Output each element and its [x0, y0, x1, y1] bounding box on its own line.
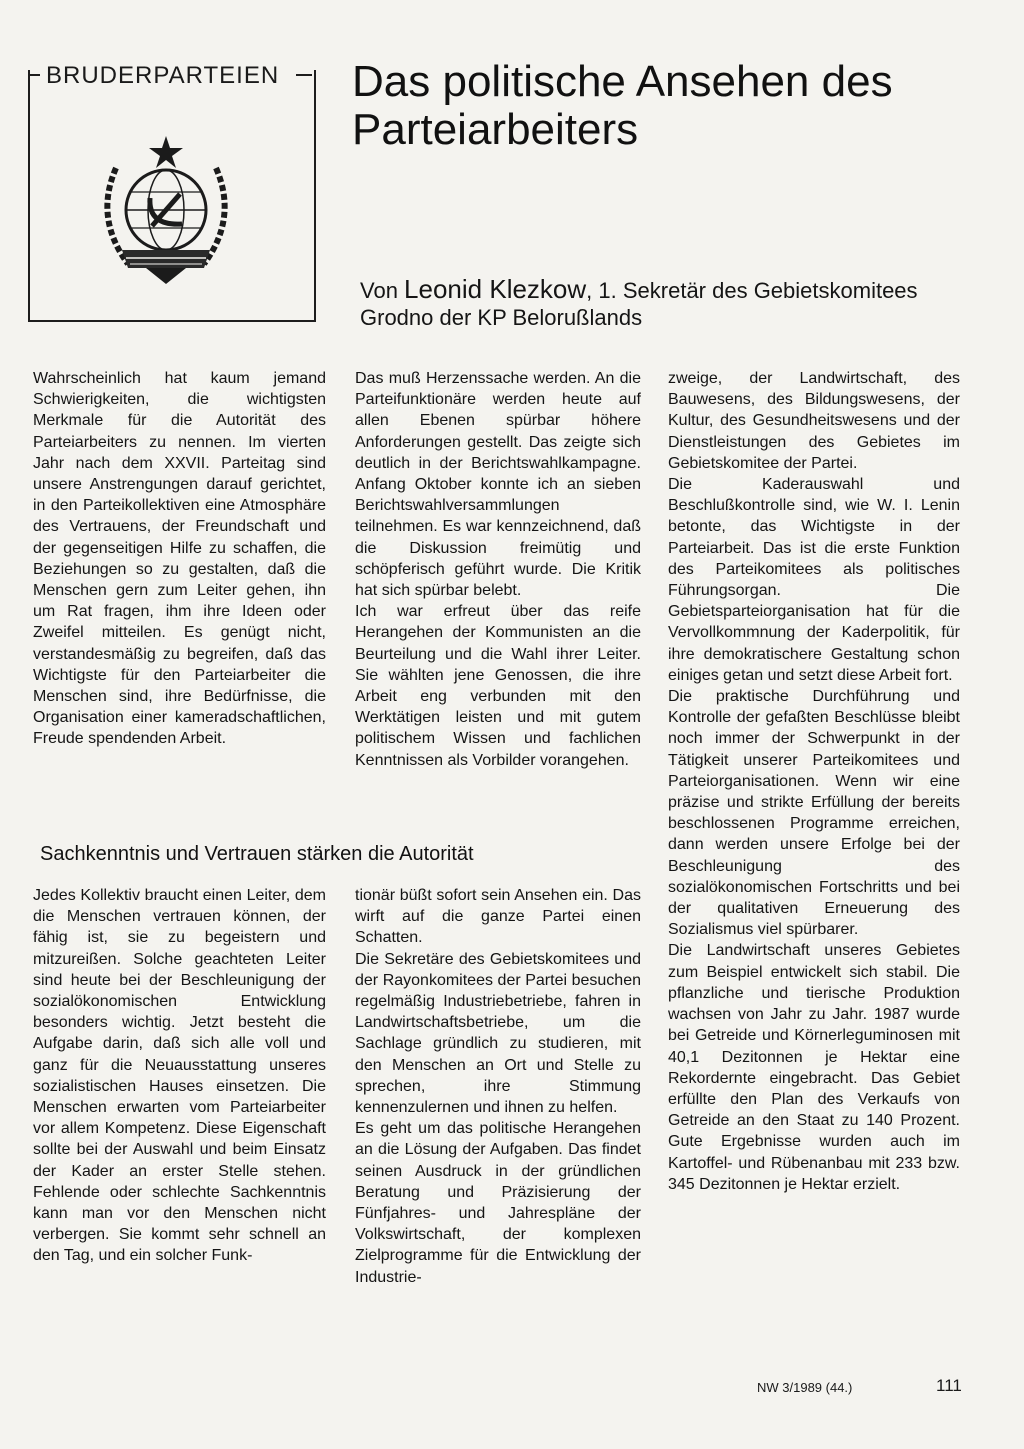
paragraph: zweige, der Landwirtschaft, des Bauwesens, des Bildungswesens, der Kultur, des Gesundheitswesens und der Dienstleistungen des Gebietes im Gebietskomitee der Partei. — [668, 370, 960, 472]
paragraph: Wahrscheinlich hat kaum jemand Schwierigkeiten, die wichtigsten Merkmale für die Autorität des Parteiarbeiters zu nennen. Im vierten Jahr nach dem XXVII. Parteitag sind unsere Anstrengungen darauf gerichtet, in den Parteikollektiven eine Atmosphäre des Vertrauens, der Freundschaft und der gegenseitigen Hilfe zu schaffen, die Beziehungen so zu gestalten, daß die Menschen gern zum Leiter gehen, ihn um Rat fragen, ihm ihre Ideen oder Zweifel mitteilen. Es genügt nicht, verstandesmäßig zu begreifen, daß das Wichtigste für den Parteiarbeiter die Menschen sind, ihre Bedürfnisse, die Organisation einer kameradschaftlichen, Freude spendenden Arbeit. — [33, 370, 326, 748]
byline-author: Leonid Klezkow — [404, 274, 587, 304]
text-column-3 — [668, 368, 960, 1195]
byline-prefix: Von — [360, 278, 405, 303]
section-subheading: Sachkenntnis und Vertrauen stärken die Autorität — [40, 843, 474, 865]
paragraph: Die praktische Durchführung und Kontrolle der gefaßten Beschlüsse bleibt noch immer der Schwerpunkt in der Tätigkeit unserer Parteikomitees und Parteiorganisationen. Wenn wir eine präzise und strikte Erfüllung der bereits beschlossenen Programme erreichen, dann werden unsere Erfolge bei der Beschleunigung des sozialökonomischen Fortschritts und bei der qualitativen Erneuerung des Sozialismus viel spürbarer. — [668, 688, 960, 939]
paragraph: Die Kaderauswahl und Beschlußkontrolle sind, wie W. I. Lenin betonte, das Wichtigste in der Parteiarbeit. Das ist die erste Funktion des Parteikomitees als politisches Führungsorgan. Die Gebietsparteiorganisation hat für die Vervollkommnung der Kaderpolitik, für ihre demokratischere Gestaltung schon einiges getan und setzt diese Arbeit fort. — [668, 476, 960, 684]
byline-role: , 1. Sekretär des Gebietskomitees Grodno der KP Belorußlands — [360, 278, 918, 330]
byline — [360, 276, 960, 331]
text-column-2-top — [355, 368, 641, 771]
text-column-2-bottom — [355, 885, 641, 1288]
text-column-1-top — [33, 368, 326, 750]
kicker-rule-right — [296, 74, 312, 76]
paragraph: Ich war erfreut über das reife Herangehen der Kommunisten an die Beurteilung und die Wahl ihrer Leiter. Sie wählten jene Genossen, die ihre Arbeit eng verbunden mit den Werktätigen leisten und mit gutem politischem Wissen und fachlichen Kenntnissen als Vorbilder vorangehen. — [355, 603, 641, 769]
section-kicker: BRUDERPARTEIEN — [40, 62, 285, 90]
page-number: 111 — [936, 1376, 962, 1395]
text-column-1-bottom — [33, 885, 326, 1267]
paragraph: Es geht um das politische Herangehen an die Lösung der Aufgaben. Das findet seinen Ausdruck in der gründlichen Beratung und Präzisierung der Fünfjahres- und Jahrespläne der Volkswirtschaft, der komplexen Zielprogramme für die Entwicklung der Industrie- — [355, 1120, 641, 1286]
paragraph: tionär büßt sofort sein Ansehen ein. Das wirft auf die ganze Partei einen Schatten. — [355, 887, 641, 947]
paragraph: Jedes Kollektiv braucht einen Leiter, dem die Menschen vertrauen können, der fähig ist, sie zu begeistern und mitzureißen. Solche geachteten Leiter sind heute bei der Beschleunigung der sozialökonomischen Entwicklung besonders wichtig. Jetzt besteht die Aufgabe darin, daß sich alle voll und ganz für die Neuausstattung unseres sozialistischen Hauses einsetzen. Die Menschen erwarten vom Parteiarbeiter vor allem Kompetenz. Diese Eigenschaft sollte bei der Auswahl und beim Einsatz der Kader an erster Stelle stehen. Fehlende oder schlechte Sachkenntnis kann man vor den Menschen nicht verbergen. Sie kommt sehr schnell an den Tag, und ein solcher Funk- — [33, 887, 326, 1265]
paragraph: Das muß Herzenssache werden. An die Parteifunktionäre werden heute auf allen Ebenen spürbar höhere Anforderungen gestellt. Das zeigte sich deutlich in der Berichtswahlkampagne. Anfang Oktober konnte ich an sieben Berichtswahlversammlungen teilnehmen. Es war kennzeichnend, daß die Diskussion freimütig und schöpferisch geführt wurde. Die Kritik hat sich spürbar belebt. — [355, 370, 641, 600]
soviet-state-emblem-icon — [86, 128, 246, 288]
paragraph: Die Sekretäre des Gebietskomitees und der Rayonkomitees der Partei besuchen regelmäßig Industriebetriebe, fahren in Landwirtschaftsbetriebe, um die Sachlage gründlich zu studieren, mit den Menschen an Ort und Stelle zu sprechen, ihre Stimmung kennenzulernen und ihnen zu helfen. — [355, 950, 641, 1117]
issue-reference: NW 3/1989 (44.) — [757, 1380, 853, 1395]
article-headline: Das politische Ansehen des Parteiarbeiters — [352, 57, 893, 154]
paragraph: Die Landwirtschaft unseres Gebietes zum Beispiel entwickelt sich stabil. Die pflanzliche und tierische Produktion wachsen von Jahr zu Jahr. 1987 wurde bei Getreide und Körnerleguminosen mit 40,1 Dezitonnen je Hektar eine Rekordernte eingebracht. Das Gebiet erfüllte den Plan des Verkaufs von Getreide an den Staat zu 140 Prozent. Gute Ergebnisse wurden auch im Kartoffel- und Rübenanbau mit 233 bzw. 345 Dezitonnen je Hektar erzielt. — [668, 942, 960, 1193]
